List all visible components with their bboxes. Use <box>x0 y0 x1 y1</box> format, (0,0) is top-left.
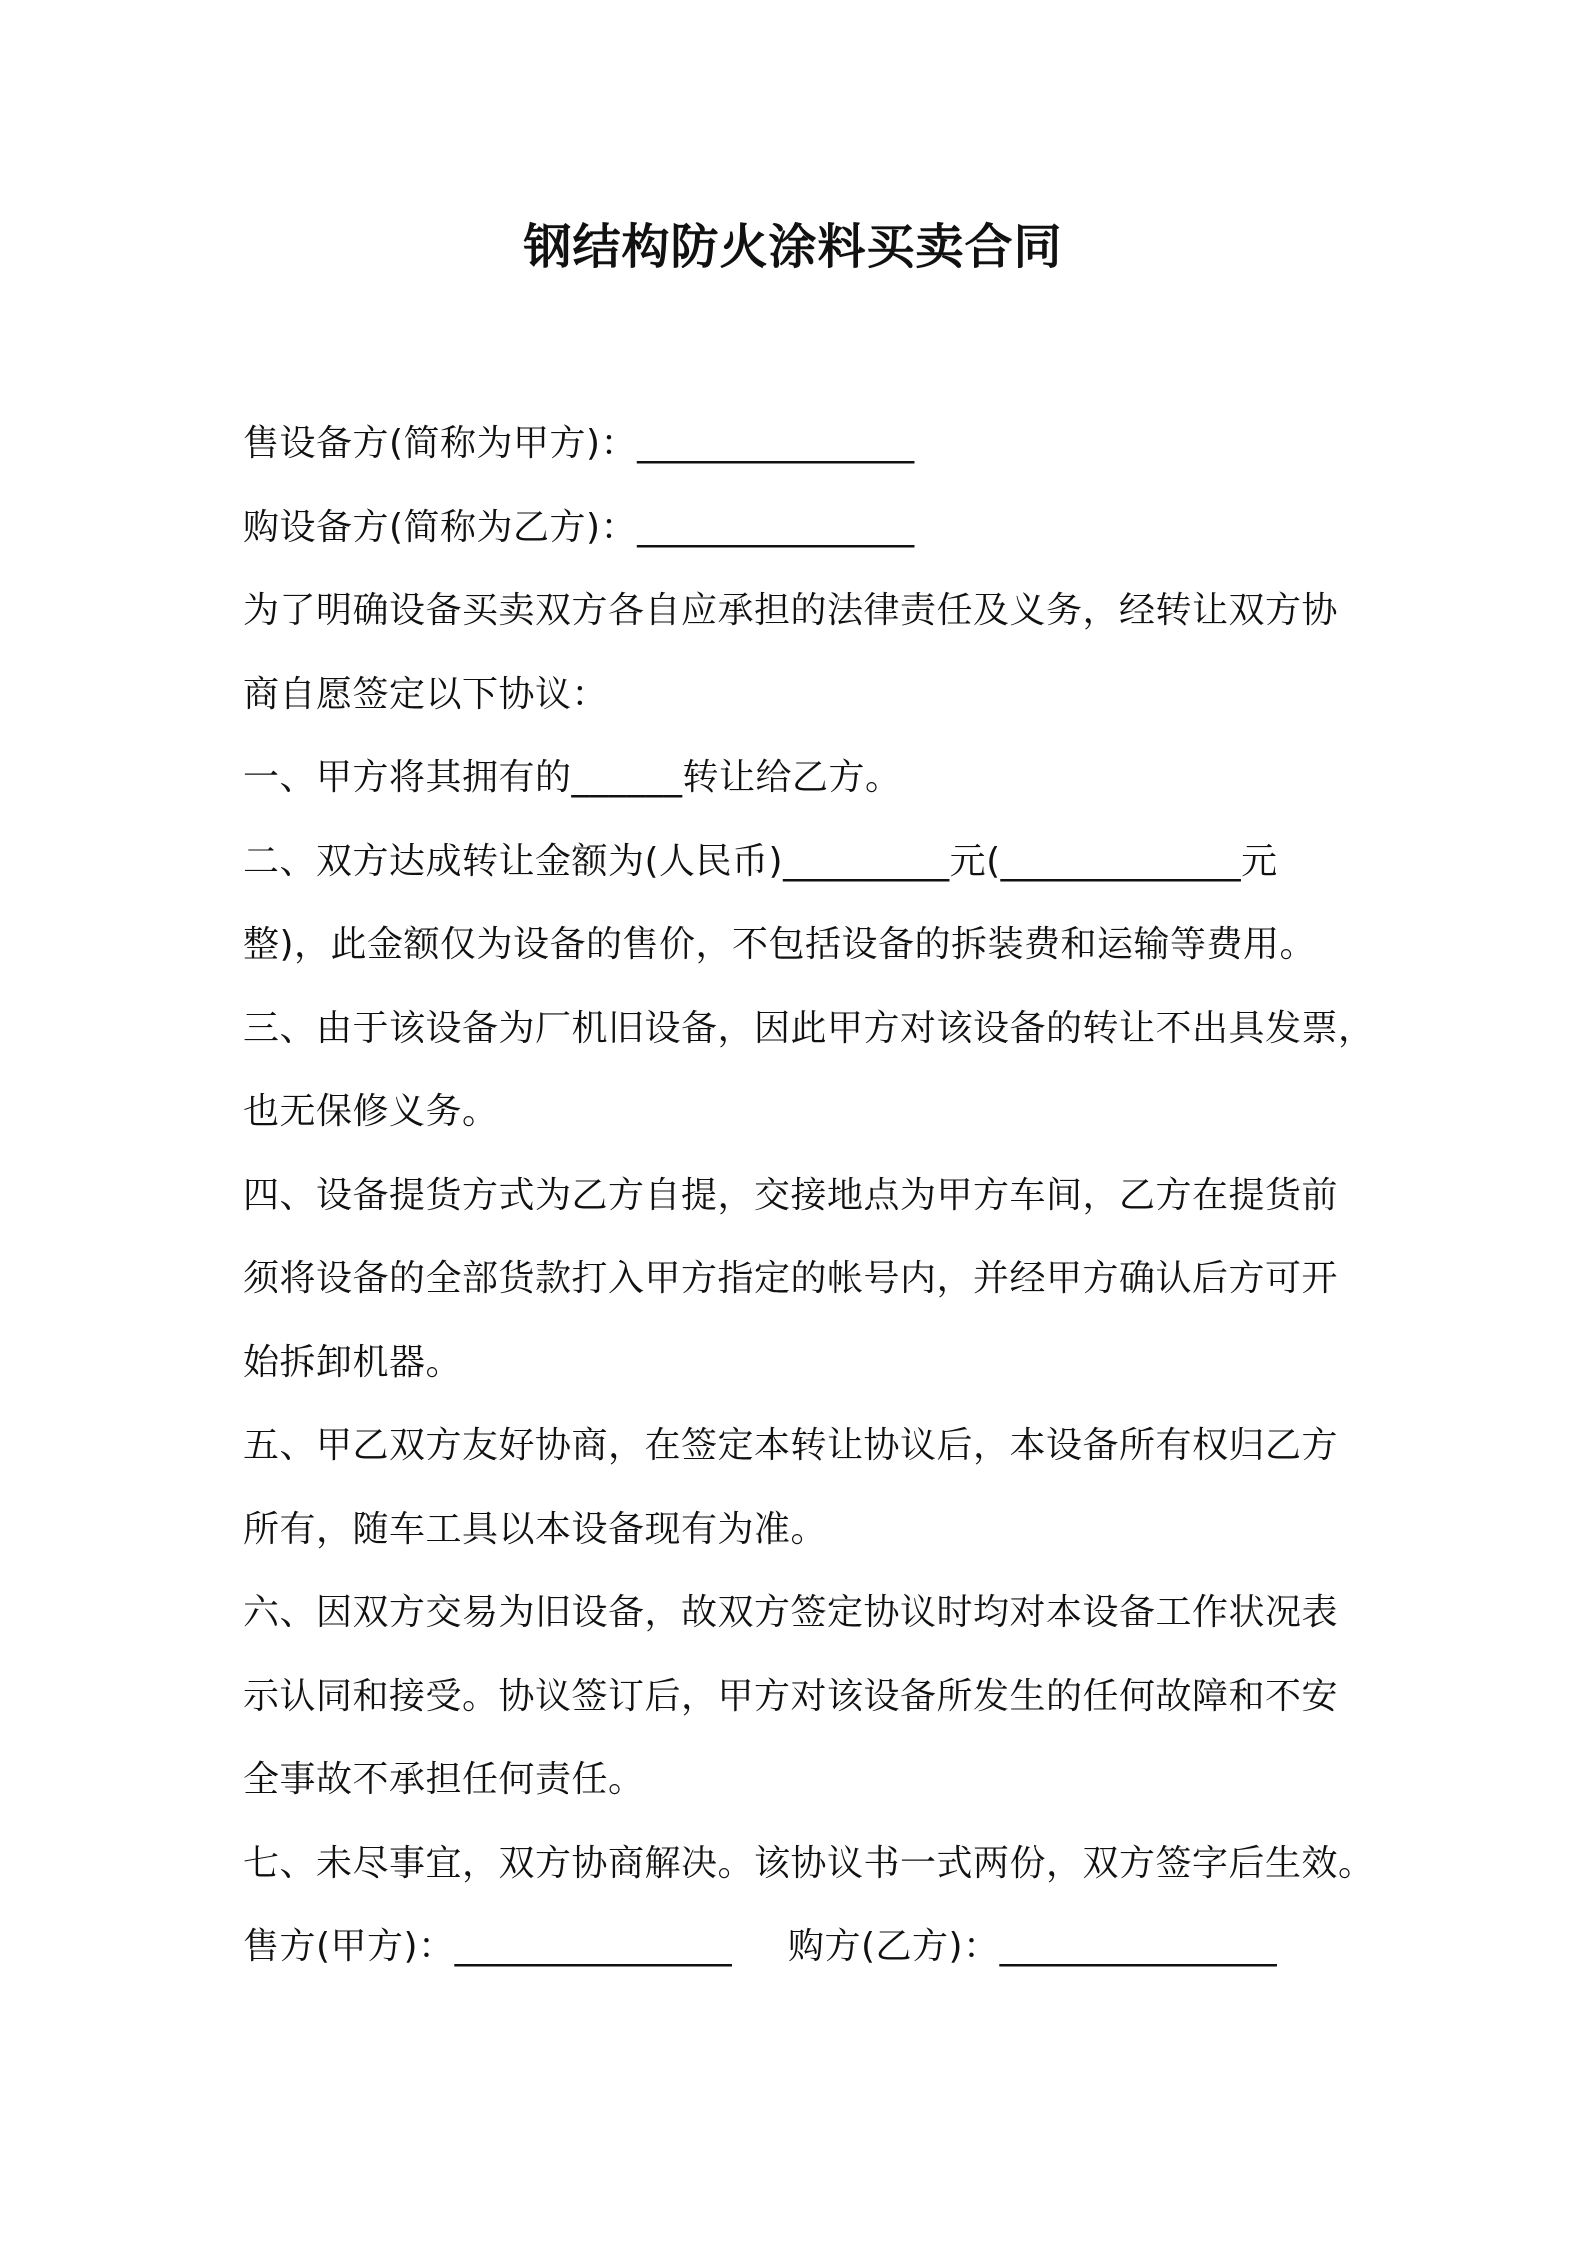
clause-1-line-1: 一、甲方将其拥有的______转让给乙方。 <box>243 757 902 798</box>
clause-6-line-1: 六、因双方交易为旧设备，故双方签定协议时均对本设备工作状况表 <box>243 1592 1339 1633</box>
clause-6-line-2: 示认同和接受。协议签订后，甲方对该设备所发生的任何故障和不安 <box>243 1675 1339 1717</box>
buyer-party-line: 购设备方(简称为乙方)：_______________ <box>243 506 915 548</box>
clause-4-line-1: 四、设备提货方式为乙方自提，交接地点为甲方车间，乙方在提货前 <box>243 1174 1339 1216</box>
buyer-signature-field: 购方(乙方)：_______________ <box>788 1926 1278 1967</box>
clause-2-line-1: 二、双方达成转让金额为(人民币)_________元(_____________元 <box>243 840 1278 882</box>
seller-signature-field: 售方(甲方)：_______________ <box>243 1926 733 1967</box>
document-body <box>243 402 1375 1989</box>
clause-3-line-2: 也无保修义务。 <box>243 1091 499 1132</box>
document-title: 钢结构防火涂料买卖合同 <box>523 219 1063 275</box>
clause-6-line-3: 全事故不承担任何责任。 <box>243 1759 645 1800</box>
preamble-line-2: 商自愿签定以下协议： <box>243 673 609 715</box>
clause-5-line-1: 五、甲乙双方友好协商，在签定本转让协议后，本设备所有权归乙方 <box>243 1425 1339 1466</box>
clause-7-line-1: 七、未尽事宜，双方协商解决。该协议书一式两份，双方签字后生效。 <box>243 1842 1375 1884</box>
clause-3-line-1: 三、由于该设备为厂机旧设备，因此甲方对该设备的转让不出具发票， <box>243 1007 1375 1049</box>
clause-4-line-3: 始拆卸机器。 <box>243 1341 463 1383</box>
preamble-line-1: 为了明确设备买卖双方各自应承担的法律责任及义务，经转让双方协 <box>243 590 1339 631</box>
seller-party-line: 售设备方(简称为甲方)：_______________ <box>243 423 915 464</box>
clause-5-line-2: 所有，随车工具以本设备现有为准。 <box>243 1508 828 1550</box>
clause-2-line-2: 整)，此金额仅为设备的售价，不包括设备的拆装费和运输等费用。 <box>243 924 1317 965</box>
signature-row <box>243 1905 1363 1989</box>
clause-4-line-2: 须将设备的全部货款打入甲方指定的帐号内，并经甲方确认后方可开 <box>243 1258 1339 1299</box>
